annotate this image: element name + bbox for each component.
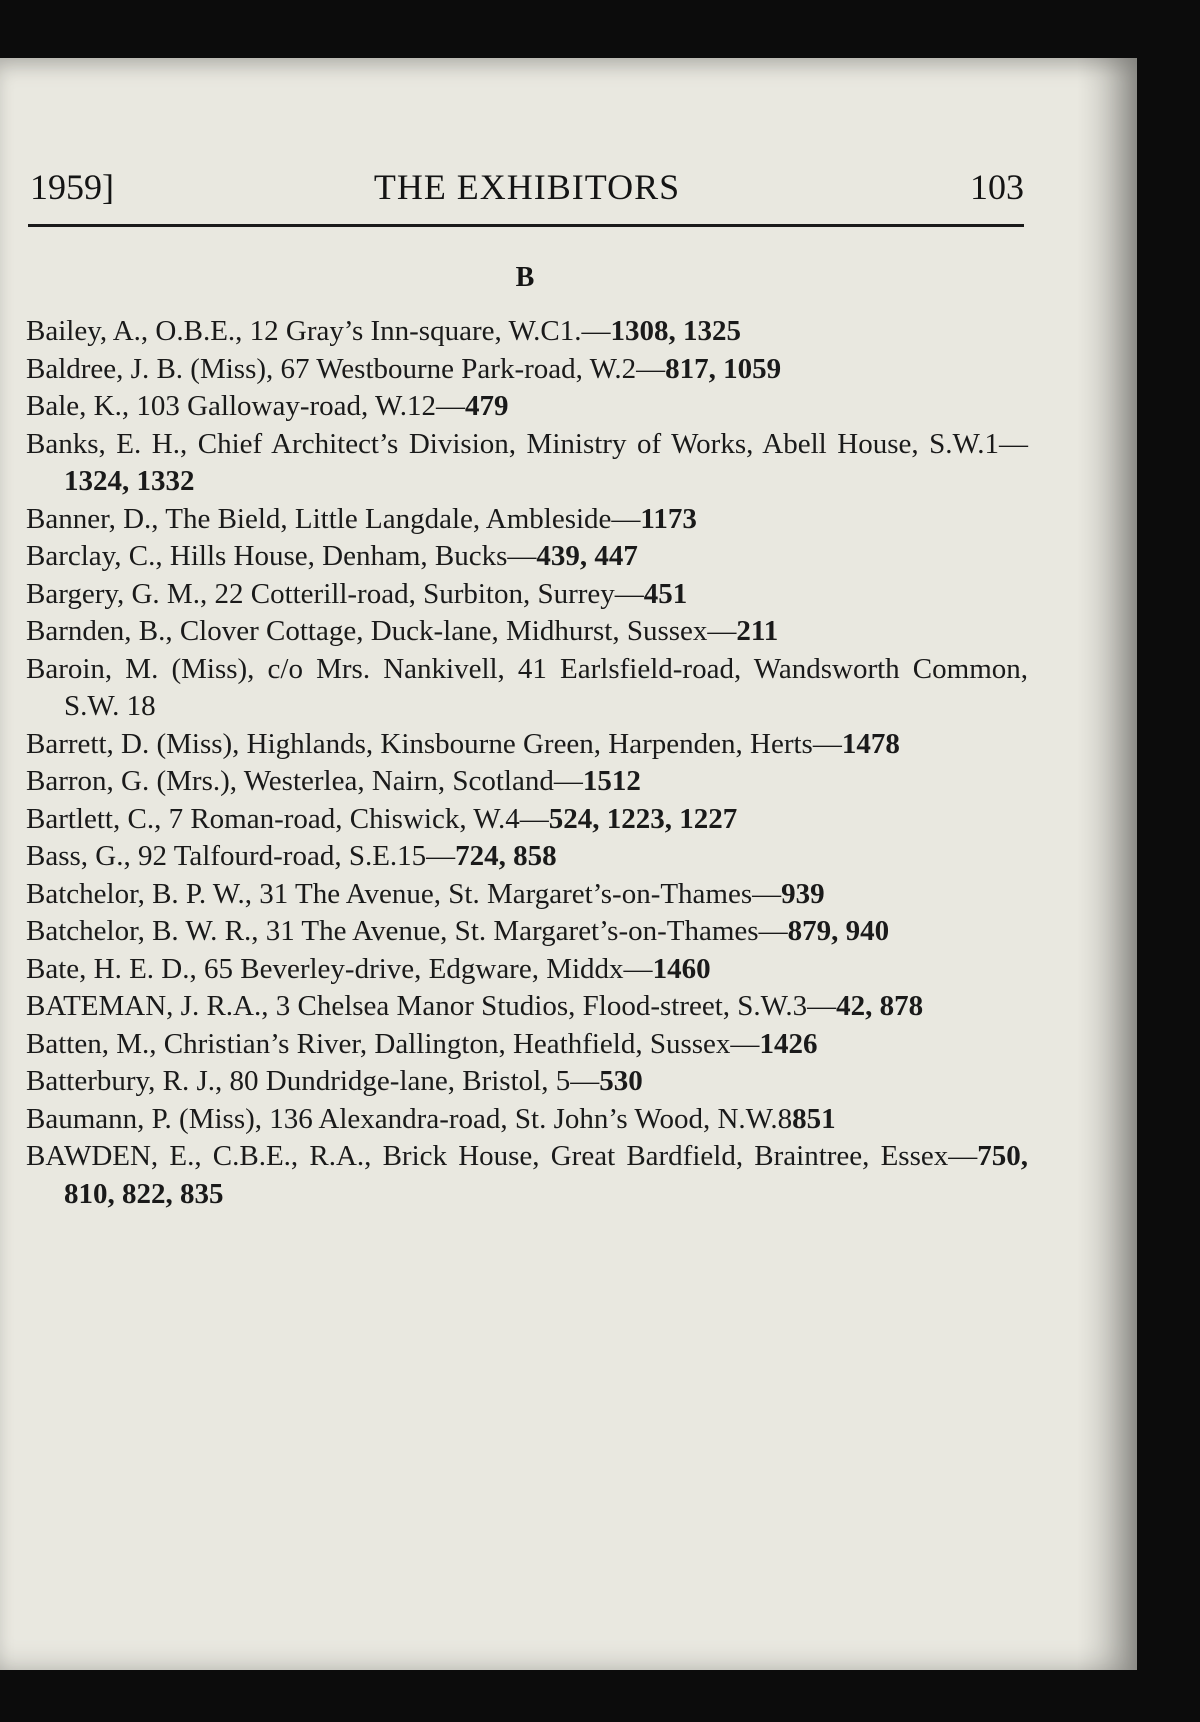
running-header [28, 166, 1026, 216]
exhibitor-entry [26, 1063, 1028, 1101]
entry-catalogue-numbers: 439, 447 [536, 540, 638, 572]
entry-text: Barclay, C., Hills House, Denham, Bucks— [26, 540, 537, 572]
exhibitor-entry [26, 1026, 1028, 1064]
entry-text: Bate, H. E. D., 65 Beverley-drive, Edgware, Middx— [26, 952, 653, 985]
entry-catalogue-numbers: 1426 [759, 1027, 818, 1060]
exhibitor-entry [26, 763, 1028, 801]
entry-text: Bailey, A., O.B.E., 12 Gray’s Inn-square, W.C1.— [26, 315, 611, 347]
exhibitor-entry [26, 951, 1028, 989]
exhibitor-entry [26, 651, 1028, 726]
entry-catalogue-numbers: 530 [599, 1065, 643, 1097]
entry-catalogue-numbers: 879, 940 [787, 915, 890, 947]
entry-catalogue-numbers: 750, 810, 822, 835 [64, 1140, 1028, 1210]
entry-catalogue-numbers: 451 [643, 577, 688, 610]
entry-catalogue-numbers: 1308, 1325 [610, 315, 742, 347]
entry-text: Baldree, J. B. (Miss), 67 Westbourne Park-road, W.2— [26, 352, 666, 385]
entry-text: Bartlett, C., 7 Roman-road, Chiswick, W.4— [26, 802, 549, 835]
exhibitor-entry [26, 726, 1028, 764]
entry-text: Bass, G., 92 Talfourd-road, S.E.15— [26, 840, 456, 872]
header-rule [28, 224, 1024, 227]
entry-text: Barnden, B., Clover Cottage, Duck-lane, Midhurst, Sussex— [26, 615, 737, 647]
exhibitor-entry [26, 1101, 1028, 1139]
book-page [0, 58, 1137, 1670]
entry-text: Baumann, P. (Miss), 136 Alexandra-road, St. John’s Wood, N.W.8 [26, 1102, 793, 1135]
entry-catalogue-numbers: 851 [792, 1102, 836, 1135]
exhibitor-entry [26, 351, 1028, 389]
exhibitor-entry [26, 913, 1028, 951]
exhibitor-entry [26, 876, 1028, 914]
entry-text: Bale, K., 103 Galloway-road, W.12— [26, 390, 465, 422]
page-title: THE EXHIBITORS [373, 167, 681, 207]
entry-catalogue-numbers: 524, 1223, 1227 [548, 802, 738, 835]
entry-text: Batten, M., Christian’s River, Dallington, Heathfield, Sussex— [26, 1027, 760, 1060]
entry-catalogue-numbers: 1460 [652, 952, 711, 985]
exhibitor-entry [26, 988, 1028, 1026]
section-letter: B [515, 262, 535, 293]
entry-catalogue-numbers: 479 [464, 390, 509, 422]
entry-text: Barrett, D. (Miss), Highlands, Kinsbourne Green, Harpenden, Herts— [26, 727, 842, 760]
exhibitor-entry [26, 313, 1028, 351]
exhibitor-entry [26, 1138, 1028, 1213]
exhibitor-entry [26, 576, 1028, 614]
page-number: 103 [970, 167, 1024, 207]
entry-text: Banks, E. H., Chief Architect’s Division, Ministry of Works, Abell House, S.W.1— [26, 427, 1028, 460]
entry-catalogue-numbers: 1324, 1332 [64, 465, 195, 497]
entry-catalogue-numbers: 42, 878 [836, 990, 924, 1022]
exhibitor-entry [26, 501, 1028, 539]
exhibitor-entry [26, 613, 1028, 651]
exhibitor-entry [26, 538, 1028, 576]
exhibitor-entry [26, 388, 1028, 426]
entry-text: Batterbury, R. J., 80 Dundridge-lane, Bristol, 5— [26, 1065, 600, 1097]
entry-text: Baroin, M. (Miss), c/o Mrs. Nankivell, 41 Earlsfield-road, Wandsworth Common, S.W. 18 [26, 652, 1028, 722]
entry-text: Barron, G. (Mrs.), Westerlea, Nairn, Scotland— [26, 765, 583, 797]
entry-text: BAWDEN, E., C.B.E., R.A., Brick House, Great Bardfield, Braintree, Essex— [26, 1140, 978, 1172]
exhibitor-list [26, 313, 1028, 1213]
exhibitor-entry [26, 426, 1028, 501]
entry-catalogue-numbers: 211 [736, 615, 779, 647]
entry-catalogue-numbers: 724, 858 [455, 840, 557, 872]
entry-catalogue-numbers: 1173 [640, 502, 697, 535]
entry-catalogue-numbers: 817, 1059 [665, 352, 782, 385]
entry-text: Batchelor, B. P. W., 31 The Avenue, St. Margaret’s-on-Thames— [26, 877, 782, 910]
entry-text: Banner, D., The Bield, Little Langdale, Ambleside— [26, 502, 641, 535]
page-edge-shading [1077, 58, 1137, 1670]
entry-text: Batchelor, B. W. R., 31 The Avenue, St. Margaret’s-on-Thames— [26, 915, 788, 947]
entry-text: Bargery, G. M., 22 Cotterill-road, Surbiton, Surrey— [26, 577, 644, 610]
entry-catalogue-numbers: 1512 [582, 765, 641, 797]
exhibitor-entry [26, 838, 1028, 876]
entry-catalogue-numbers: 1478 [841, 727, 900, 760]
entry-text: BATEMAN, J. R.A., 3 Chelsea Manor Studios, Flood-street, S.W.3— [26, 990, 837, 1022]
exhibitor-entry [26, 801, 1028, 839]
entry-catalogue-numbers: 939 [781, 877, 825, 910]
header-year: 1959] [30, 167, 114, 207]
